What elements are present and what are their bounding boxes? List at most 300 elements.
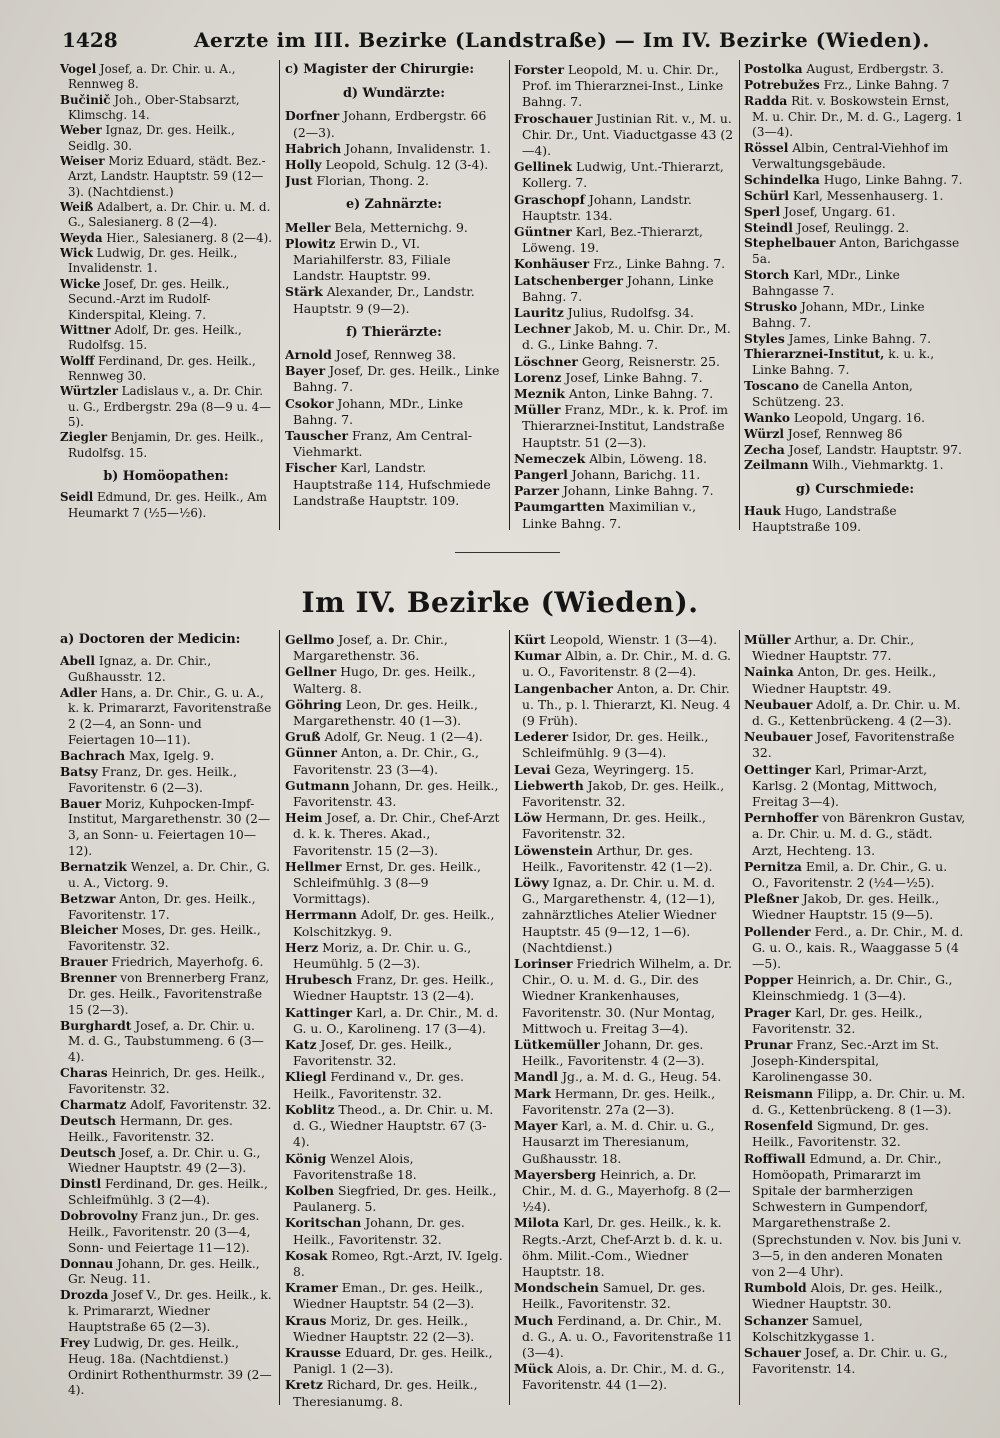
entry-surname: Frey (60, 1335, 90, 1350)
entry-surname: Deutsch (60, 1113, 116, 1128)
entry-surname: Kürt (514, 632, 546, 647)
directory-entry: Zeilmann Wilh., Viehmarktg. 1. (744, 458, 944, 473)
directory-entry: Latschenberger Johann, Linke Bahng. 7. (514, 272, 714, 304)
district-heading: Im IV. Bezirke (Wieden). (301, 586, 699, 619)
directory-entry: Weiser Moriz Eduard, städt. Bez.-Arzt, Landstr. Hauptstr. 59 (12—3). (Nachtdienst.) (60, 154, 266, 199)
entry-surname: Holly (285, 157, 322, 173)
directory-entry: Güntner Karl, Bez.-Thierarzt, Löweng. 19. (514, 224, 703, 256)
directory-entry: Popper Heinrich, a. Dr. Chir., G., Kleinschmiedg. 1 (3—4). (744, 972, 953, 1004)
entry-surname: Radda (744, 93, 788, 108)
entry-surname: Neubauer (744, 729, 813, 745)
directory-entry: Wolff Ferdinand, Dr. ges. Heilk., Rennweg 30. (60, 353, 256, 383)
directory-entry: Mayer Karl, a. M. d. Chir. u. G., Hausarzt im Theresianum, Gußhausstr. 18. (514, 1118, 715, 1166)
directory-entry: Herz Moriz, a. Dr. Chir. u. G., Heumühlg. 5 (2—3). (285, 939, 472, 972)
directory-entry: Konhäuser Frz., Linke Bahng. 7. (514, 256, 726, 272)
directory-entry: Plowitz Erwin D., VI. Mariahilferstr. 83, Filiale Landstr. Hauptstr. 99. (285, 235, 451, 284)
entry-surname: Burghardt (60, 1018, 132, 1033)
entry-surname: Stephelbauer (744, 236, 836, 251)
directory-entry: Kolben Siegfried, Dr. ges. Heilk., Paulanerg. 5. (285, 1182, 497, 1215)
directory-entry: Pleßner Jakob, Dr. ges. Heilk., Wiedner Hauptstr. 15 (9—5). (744, 891, 940, 923)
directory-entry: Habrich Johann, Invalidenstr. 1. (285, 140, 491, 156)
directory-entry: Mayersberg Heinrich, a. Dr. Chir., M. d. G., Mayerhofg. 8 (2—½4). (514, 1166, 731, 1215)
directory-entry: Katz Josef, Dr. ges. Heilk., Favoritenstr. 32. (285, 1037, 452, 1069)
directory-entry: Csokor Johann, MDr., Linke Bahng. 7. (285, 395, 464, 427)
column-divider (279, 630, 280, 1405)
directory-entry: Donnau Johann, Dr. ges. Heilk., Gr. Neug. 11. (60, 1256, 260, 1287)
directory-entry: Bayer Josef, Dr. ges. Heilk., Linke Bahng. 7. (285, 363, 500, 395)
directory-entry: Wicke Josef, Dr. ges. Heilk., Secund.-Arzt im Rudolf-Kinderspital, Kleing. 7. (60, 276, 230, 322)
entry-surname: Mück (514, 1361, 553, 1377)
directory-entry: Gellinek Ludwig, Unt.-Thierarzt, Kollerg. 7. (514, 159, 724, 191)
entry-surname: Mandl (514, 1069, 559, 1085)
directory-entry: Krausse Eduard, Dr. ges. Heilk., Panigl. 1 (2—3). (285, 1344, 493, 1377)
directory-entry: Schanzer Samuel, Kolschitzkygasse 1. (744, 1312, 875, 1344)
directory-entry: Bernatzik Wenzel, a. Dr. Chir., G. u. A., Victorg. 9. (60, 860, 270, 890)
entry-surname: Toscano (744, 379, 799, 394)
bottom-column-4 (744, 632, 966, 1422)
directory-entry: Pangerl Johann, Barichg. 11. (514, 467, 701, 483)
directory-entry: Storch Karl, MDr., Linke Bahngasse 7. (744, 268, 900, 299)
entry-surname: Müller (514, 402, 561, 418)
entry-surname: Deutsch (60, 1145, 116, 1160)
entry-surname: Kumar (514, 648, 562, 664)
entry-surname: Herrmann (285, 907, 357, 923)
directory-entry: Dobrovolny Franz jun., Dr. ges. Heilk., Favoritenstr. 20 (3—4, Sonn- und Feiertage 11—12). (60, 1208, 260, 1255)
directory-entry: Adler Hans, a. Dr. Chir., G. u. A., k. k. Primararzt, Favoritenstraße 2 (2—4, an Sonn- und Feiertagen 10—11). (60, 685, 272, 748)
directory-entry: Drozda Josef V., Dr. ges. Heilk., k. k. Primararzt, Wiedner Hauptstraße 65 (2—3). (60, 1288, 272, 1334)
directory-entry: Forster Leopold, M. u. Chir. Dr., Prof. im Thierarznei-Inst., Linke Bahng. 7. (514, 62, 724, 110)
entry-surname: Gellner (285, 664, 337, 680)
directory-entry: Much Ferdinand, a. Dr. Chir., M. d. G., A. u. O., Favoritenstraße 11 (3—4). (514, 1312, 733, 1360)
entry-surname: Bayer (285, 363, 326, 379)
directory-entry: Bachrach Max, Igelg. 9. (60, 749, 215, 764)
directory-entry: Graschopf Johann, Landstr. Hauptstr. 134. (514, 191, 692, 223)
directory-entry: Thierarznei-Institut, k. u. k., Linke Bahng. 7. (744, 347, 935, 378)
directory-entry: Abell Ignaz, a. Dr. Chir., Gußhausstr. 12. (60, 653, 212, 684)
column-divider (509, 630, 510, 1405)
entry-surname: Nainka (744, 664, 794, 680)
directory-entry: Gellner Hugo, Dr. ges. Heilk., Walterg. 8. (285, 664, 476, 696)
entry-surname: Thierarznei-Institut, (744, 347, 885, 362)
directory-entry: Koblitz Theod., a. Dr. Chir. u. M. d. G., Wiedner Hauptstr. 67 (3-4). (285, 1101, 494, 1150)
entry-surname: Konhäuser (514, 256, 590, 272)
section-heading: a) Doctoren der Medicin: (60, 632, 241, 647)
entry-surname: Löwy (514, 875, 549, 891)
directory-entry: Froschauer Justinian Rit. v., M. u. Chir. Dr., Unt. Viaductgasse 43 (2—4). (514, 110, 734, 159)
top-column-1 (60, 62, 272, 542)
entry-surname: Zeilmann (744, 458, 809, 473)
entry-surname: Csokor (285, 395, 334, 411)
entry-surname: Donnau (60, 1256, 114, 1271)
directory-entry: Weber Ignaz, Dr. ges. Heilk., Seidlg. 30. (60, 123, 235, 153)
directory-entry: Stephelbauer Anton, Barichgasse 5a. (744, 236, 960, 267)
entry-surname: Potrebužes (744, 77, 820, 92)
entry-surname: Vogel (60, 62, 97, 76)
entry-surname: Gellinek (514, 159, 573, 175)
entry-surname: Kattinger (285, 1004, 353, 1020)
top-column-4 (744, 62, 966, 542)
entry-surname: Paumgartten (514, 499, 605, 515)
directory-entry: Göhring Leon, Dr. ges. Heilk., Margarethenstr. 40 (1—3). (285, 696, 478, 729)
directory-entry: Prunar Franz, Sec.-Arzt im St. Joseph-Kinderspital, Karolinengasse 30. (744, 1037, 939, 1085)
entry-surname: Bachrach (60, 749, 126, 764)
entry-surname: Rosenfeld (744, 1118, 814, 1134)
directory-entry: Gellmo Josef, a. Dr. Chir., Margarethenstr. 36. (285, 632, 448, 664)
directory-entry: Levai Geza, Weyringerg. 15. (514, 761, 695, 777)
directory-entry: Steindl Josef, Reulingg. 2. (744, 220, 910, 235)
entry-surname: Seidl (60, 490, 94, 505)
directory-entry: Frey Ludwig, Dr. ges. Heilk., Heug. 18a. (Nachtdienst.) Ordinirt Rothenthurmstr. 39 (2—4). (60, 1335, 272, 1398)
directory-entry: Nainka Anton, Dr. ges. Heilk., Wiedner Hauptstr. 49. (744, 664, 937, 696)
directory-entry: Würtzler Ladislaus v., a. Dr. Chir. u. G., Erdbergstr. 29a (8—9 u. 4—5). (60, 384, 271, 429)
directory-entry: Kraus Moriz, Dr. ges. Heilk., Wiedner Hauptstr. 22 (2—3). (285, 1312, 475, 1344)
entry-surname: Bleicher (60, 923, 118, 938)
directory-entry: Mark Hermann, Dr. ges. Heilk., Favoritenstr. 27a (2—3). (514, 1085, 716, 1117)
entry-surname: Dorfner (285, 108, 340, 124)
entry-surname: Nemeczek (514, 450, 586, 466)
entry-surname: Stärk (285, 284, 323, 300)
section-heading: f) Thierärzte: (346, 324, 442, 340)
directory-entry: Hauk Hugo, Landstraße Hauptstraße 109. (744, 504, 897, 535)
entry-surname: Lorinser (514, 956, 573, 972)
directory-entry: Meznik Anton, Linke Bahng. 7. (514, 386, 714, 402)
entry-surname: Wick (60, 246, 93, 261)
directory-entry: Toscano de Canella Anton, Schützeng. 23. (744, 379, 913, 410)
directory-entry: Löw Hermann, Dr. ges. Heilk., Favoritenstr. 32. (514, 810, 706, 842)
directory-entry: Bauer Moriz, Kuhpocken-Impf-Institut, Margarethenstr. 30 (2—3, an Sonn- u. Feiertagen 10—12). (60, 796, 271, 859)
section-separator (455, 552, 560, 553)
entry-surname: Habrich (285, 140, 342, 156)
directory-entry: Charmatz Adolf, Favoritenstr. 32. (60, 1097, 272, 1112)
entry-surname: Charmatz (60, 1097, 127, 1112)
directory-entry: Ziegler Benjamin, Dr. ges. Heilk., Rudolfsg. 15. (60, 430, 264, 460)
entry-surname: Kraus (285, 1312, 327, 1328)
directory-entry: Kürt Leopold, Wienstr. 1 (3—4). (514, 632, 718, 647)
directory-entry: Kretz Richard, Dr. ges. Heilk., Theresianumg. 8. (285, 1377, 478, 1409)
directory-entry: Würzl Josef, Rennweg 86 (744, 426, 903, 441)
directory-entry: Löschner Georg, Reisnerstr. 25. (514, 353, 720, 369)
entry-surname: Mayer (514, 1118, 558, 1134)
directory-entry: Mondschein Samuel, Dr. ges. Heilk., Favoritenstr. 32. (514, 1280, 706, 1312)
entry-surname: Liebwerth (514, 777, 584, 793)
entry-surname: Hrubesch (285, 972, 353, 988)
directory-entry: Lechner Jakob, M. u. Chir. Dr., M. d. G., Linke Bahng. 7. (514, 321, 731, 353)
directory-entry: Mück Alois, a. Dr. Chir., M. d. G., Favoritenstr. 44 (1—2). (514, 1361, 725, 1393)
directory-entry: Günner Anton, a. Dr. Chir., G., Favoritenstr. 23 (3—4). (285, 745, 479, 777)
entry-surname: Katz (285, 1037, 317, 1053)
directory-entry: Fischer Karl, Landstr. Hauptstraße 114, Hufschmiede Landstraße Hauptstr. 109. (285, 460, 491, 508)
entry-surname: Dobrovolny (60, 1208, 138, 1223)
directory-entry: Bučinič Joh., Ober-Stabsarzt, Klimschg. 14. (60, 92, 240, 123)
section-heading: c) Magister der Chirurgie: (285, 62, 475, 77)
directory-entry: Pernitza Emil, a. Dr. Chir., G. u. O., Favoritenstr. 2 (½4—½5). (744, 858, 948, 891)
directory-entry: Strusko Johann, MDr., Linke Bahng. 7. (744, 299, 925, 330)
directory-entry: Kattinger Karl, a. Dr. Chir., M. d. G. u. O., Karolineng. 17 (3—4). (285, 1004, 499, 1036)
entry-surname: Lorenz (514, 369, 562, 385)
entry-surname: Schürl (744, 188, 789, 203)
directory-entry: Lederer Isidor, Dr. ges. Heilk., Schleifmühlg. 9 (3—4). (514, 729, 709, 761)
entry-surname: Popper (744, 972, 793, 988)
section-heading: e) Zahnärzte: (346, 197, 442, 213)
directory-entry: Pernhoffer von Bärenkron Gustav, a. Dr. Chir. u. M. d. G., städt. Arzt, Hechteng. 13. (744, 810, 966, 858)
entry-surname: Wicke (60, 276, 101, 291)
directory-entry: Postolka August, Erdbergstr. 3. (744, 62, 944, 76)
entry-surname: Charas (60, 1066, 108, 1081)
entry-surname: Langenbacher (514, 680, 613, 696)
directory-entry: Radda Rit. v. Boskowstein Ernst, M. u. Chir. Dr., M. d. G., Lagerg. 1 (3—4). (744, 93, 964, 140)
entry-surname: Herz (285, 939, 319, 955)
directory-entry: Heim Josef, a. Dr. Chir., Chef-Arzt d. k. k. Theres. Akad., Favoritenstr. 15 (2—3). (285, 810, 500, 858)
entry-surname: Wanko (744, 410, 790, 425)
directory-entry: Kramer Eman., Dr. ges. Heilk., Wiedner Hauptstr. 54 (2—3). (285, 1280, 484, 1312)
entry-surname: Müller (744, 632, 791, 647)
section-heading: d) Wundärzte: (343, 86, 445, 102)
entry-surname: Levai (514, 761, 551, 777)
entry-surname: Neubauer (744, 696, 813, 712)
entry-surname: Graschopf (514, 191, 585, 207)
entry-surname: Storch (744, 268, 790, 283)
entry-surname: Pernhoffer (744, 810, 819, 826)
directory-entry: Vogel Josef, a. Dr. Chir. u. A., Rennweg 8. (60, 62, 236, 92)
entry-surname: Roffiwall (744, 1150, 806, 1166)
column-divider (739, 60, 740, 530)
entry-surname: Postolka (744, 62, 803, 76)
entry-surname: Würtzler (60, 384, 118, 399)
entry-surname: Latschenberger (514, 272, 624, 288)
entry-surname: Schanzer (744, 1312, 808, 1328)
entry-surname: Wittner (60, 322, 111, 337)
entry-surname: Würzl (744, 426, 785, 441)
directory-entry: Prager Karl, Dr. ges. Heilk., Favoritenstr. 32. (744, 1004, 923, 1036)
entry-surname: Weyda (60, 230, 103, 245)
entry-surname: Rössel (744, 141, 789, 156)
directory-entry: Lauritz Julius, Rudolfsg. 34. (514, 305, 694, 321)
entry-surname: Güntner (514, 224, 572, 240)
entry-surname: Meznik (514, 386, 565, 402)
entry-surname: Brauer (60, 955, 108, 970)
entry-surname: Löw (514, 810, 542, 826)
running-head: Aerzte im III. Bezirke (Landstraße) — Im IV. Bezirke (Wieden). (194, 28, 930, 52)
directory-entry: Oettinger Karl, Primar-Arzt, Karlsg. 2 (Montag, Mittwoch, Freitag 3—4). (744, 761, 938, 810)
directory-entry: Deutsch Hermann, Dr. ges. Heilk., Favoritenstr. 32. (60, 1113, 233, 1144)
directory-entry: Müller Arthur, a. Dr. Chir., Wiedner Hauptstr. 77. (744, 632, 915, 664)
page-header (62, 28, 942, 58)
entry-surname: Schindelka (744, 173, 820, 188)
directory-entry: Sperl Josef, Ungarg. 61. (744, 204, 896, 219)
top-column-2 (285, 62, 503, 542)
directory-entry: König Wenzel Alois, Favoritenstraße 18. (285, 1150, 417, 1182)
directory-entry: Stärk Alexander, Dr., Landstr. Hauptstr. 9 (9—2). (285, 284, 475, 316)
entry-surname: Bučinič (60, 92, 111, 107)
directory-entry: Arnold Josef, Rennweg 38. (285, 347, 457, 363)
directory-entry: Rumbold Alois, Dr. ges. Heilk., Wiedner Hauptstr. 30. (744, 1280, 943, 1312)
directory-entry: Wanko Leopold, Ungarg. 16. (744, 410, 926, 425)
entry-surname: Drozda (60, 1288, 109, 1303)
entry-surname: Arnold (285, 347, 332, 363)
directory-entry: Roffiwall Edmund, a. Dr. Chir., Homöopath, Primararzt im Spitale der barmherzigen Schwestern in Gumpendorf, Margarethenstraße 2. (Sprechstunden v. Nov. bis Juni v. 3—5, in den anderen Monaten von 2—4 Uhr). (744, 1150, 962, 1279)
section-heading: b) Homöopathen: (103, 468, 229, 484)
directory-entry: Hrubesch Franz, Dr. ges. Heilk., Wiedner Hauptstr. 13 (2—4). (285, 972, 494, 1004)
directory-entry: Parzer Johann, Linke Bahng. 7. (514, 483, 714, 499)
entry-surname: Kolben (285, 1182, 335, 1198)
directory-entry: Dinstl Ferdinand, Dr. ges. Heilk., Schleifmühlg. 3 (2—4). (60, 1177, 268, 1208)
entry-surname: Abell (60, 653, 95, 668)
entry-surname: Bauer (60, 796, 102, 811)
entry-surname: König (285, 1150, 327, 1166)
directory-entry: Weyda Hier., Salesianerg. 8 (2—4). (60, 230, 272, 245)
directory-entry: Schauer Josef, a. Dr. Chir. u. G., Favoritenstr. 14. (744, 1344, 948, 1377)
directory-entry: Paumgartten Maximilian v., Linke Bahng. 7. (514, 499, 697, 531)
directory-entry: Schürl Karl, Messenhauserg. 1. (744, 188, 944, 203)
entry-surname: Kliegl (285, 1069, 327, 1085)
entry-surname: Froschauer (514, 110, 593, 126)
directory-entry: Milota Karl, Dr. ges. Heilk., k. k. Regts.-Arzt, Chef-Arzt b. d. k. u. öhm. Milit.-Com., Wiedner Hauptstr. 18. (514, 1215, 723, 1279)
entry-surname: Krausse (285, 1344, 342, 1360)
entry-surname: Sperl (744, 204, 781, 219)
directory-entry: Lorinser Friedrich Wilhelm, a. Dr. Chir., O. u. M. d. G., Dir. des Wiedner Krankenhauses, Favoritenstr. 30. (Nur Montag, Mittwoch u. Freitag 3—4). (514, 956, 733, 1036)
directory-entry: Tauscher Franz, Am Central-Viehmarkt. (285, 428, 473, 460)
directory-entry: Just Florian, Thong. 2. (285, 173, 429, 189)
entry-surname: Bernatzik (60, 860, 127, 875)
entry-surname: Just (285, 173, 313, 189)
entry-surname: Rumbold (744, 1280, 807, 1296)
directory-entry: Gutmann Johann, Dr. ges. Heilk., Favoritenstr. 43. (285, 777, 499, 810)
entry-surname: Fischer (285, 460, 337, 476)
directory-entry: Charas Heinrich, Dr. ges. Heilk., Favoritenstr. 32. (60, 1066, 266, 1097)
entry-surname: Kramer (285, 1280, 338, 1296)
directory-entry: Löwy Ignaz, a. Dr. Chir. u. M. d. G., Margarethenstr. 4, (12—1), zahnärztliches Atelier Wiedner Hauptstr. 45 (9—12, 1—6). (Nachtdienst.) (514, 875, 717, 955)
entry-surname: Kosak (285, 1247, 328, 1263)
directory-entry: Holly Leopold, Schulg. 12 (3-4). (285, 157, 489, 173)
entry-surname: Forster (514, 62, 565, 77)
directory-entry: Wittner Adolf, Dr. ges. Heilk., Rudolfsg. 15. (60, 322, 242, 353)
entry-surname: Weiser (60, 154, 105, 169)
directory-entry: Kumar Albin, a. Dr. Chir., M. d. G. u. O., Favoritenstr. 8 (2—4). (514, 648, 731, 680)
entry-surname: Weber (60, 123, 102, 138)
entry-surname: Löschner (514, 353, 578, 369)
entry-surname: Batsy (60, 764, 98, 779)
entry-surname: Hauk (744, 504, 781, 519)
bottom-column-3 (514, 632, 734, 1422)
entry-surname: Weiß (60, 200, 94, 215)
entry-surname: Dinstl (60, 1177, 102, 1192)
directory-entry: Kosak Romeo, Rgt.-Arzt, IV. Igelg. 8. (285, 1247, 503, 1279)
directory-entry: Batsy Franz, Dr. ges. Heilk., Favoritenstr. 6 (2—3). (60, 764, 238, 795)
directory-entry: Deutsch Josef, a. Dr. Chir. u. G., Wiedner Hauptstr. 49 (2—3). (60, 1145, 261, 1176)
directory-entry: Lütkemüller Johann, Dr. ges. Heilk., Favoritenstr. 4 (2—3). (514, 1037, 705, 1069)
entry-surname: Mark (514, 1085, 551, 1101)
entry-surname: Lütkemüller (514, 1037, 600, 1053)
directory-entry: Mandl Jg., a. M. d. G., Heug. 54. (514, 1069, 722, 1085)
directory-entry: Brauer Friedrich, Mayerhofg. 6. (60, 955, 264, 970)
entry-surname: Wolff (60, 353, 95, 368)
entry-surname: Tauscher (285, 428, 349, 444)
entry-surname: Hellmer (285, 858, 342, 874)
directory-entry: Rössel Albin, Central-Viehhof im Verwaltungsgebäude. (744, 141, 949, 172)
entry-surname: Gellmo (285, 632, 335, 647)
entry-surname: Steindl (744, 220, 793, 235)
directory-entry: Rosenfeld Sigmund, Dr. ges. Heilk., Favoritenstr. 32. (744, 1118, 929, 1150)
directory-entry: Wick Ludwig, Dr. ges. Heilk., Invalidenstr. 1. (60, 246, 238, 276)
entry-surname: Prunar (744, 1037, 793, 1053)
column-divider (509, 60, 510, 530)
entry-surname: Prager (744, 1004, 791, 1020)
entry-surname: Lederer (514, 729, 569, 745)
directory-entry: Lorenz Josef, Linke Bahng. 7. (514, 369, 703, 385)
entry-surname: Pollender (744, 923, 811, 939)
directory-entry: Gruß Adolf, Gr. Neug. 1 (2—4). (285, 729, 483, 745)
entry-surname: Heim (285, 810, 323, 826)
directory-entry: Pollender Ferd., a. Dr. Chir., M. d. G. u. O., kais. R., Waaggasse 5 (4—5). (744, 923, 964, 972)
directory-entry: Koritschan Johann, Dr. ges. Heilk., Favoritenstr. 32. (285, 1215, 465, 1247)
entry-surname: Ziegler (60, 430, 108, 445)
directory-entry: Bleicher Moses, Dr. ges. Heilk., Favoritenstr. 32. (60, 923, 261, 954)
entry-surname: Koblitz (285, 1101, 335, 1117)
entry-surname: Reismann (744, 1085, 814, 1101)
directory-entry: Schindelka Hugo, Linke Bahng. 7. (744, 173, 963, 188)
page-number: 1428 (62, 28, 118, 52)
entry-surname: Plowitz (285, 235, 336, 251)
entry-surname: Oettinger (744, 761, 811, 777)
entry-surname: Günner (285, 745, 338, 761)
directory-entry: Neubauer Adolf, a. Dr. Chir. u. M. d. G., Kettenbrückeng. 4 (2—3). (744, 696, 961, 729)
directory-entry: Burghardt Josef, a. Dr. Chir. u. M. d. G., Taubstummeng. 6 (3—4). (60, 1018, 264, 1065)
directory-entry: Müller Franz, MDr., k. k. Prof. im Thierarznei-Institut, Landstraße Hauptstr. 51 (2—3). (514, 402, 729, 450)
directory-entry: Seidl Edmund, Dr. ges. Heilk., Am Heumarkt 7 (½5—½6). (60, 490, 267, 520)
entry-surname: Kretz (285, 1377, 323, 1393)
entry-surname: Pleßner (744, 891, 799, 907)
entry-surname: Mayersberg (514, 1166, 597, 1182)
entry-surname: Lechner (514, 321, 571, 337)
entry-surname: Styles (744, 331, 785, 346)
entry-surname: Zecha (744, 442, 785, 457)
directory-entry: Hellmer Ernst, Dr. ges. Heilk., Schleifmühlg. 3 (8—9 Vormittags). (285, 858, 481, 907)
directory-entry: Meller Bela, Metternichg. 9. (285, 219, 468, 235)
entry-surname: Gutmann (285, 777, 350, 793)
directory-entry: Zecha Josef, Landstr. Hauptstr. 97. (744, 442, 962, 457)
entry-surname: Mondschein (514, 1280, 599, 1296)
directory-entry: Betzwar Anton, Dr. ges. Heilk., Favoritenstr. 17. (60, 891, 256, 922)
entry-surname: Pangerl (514, 467, 568, 483)
entry-surname: Lauritz (514, 305, 564, 321)
directory-entry: Neubauer Josef, Favoritenstraße 32. (744, 729, 955, 761)
directory-entry: Löwenstein Arthur, Dr. ges. Heilk., Favoritenstr. 42 (1—2). (514, 842, 713, 874)
entry-surname: Brenner (60, 971, 117, 986)
entry-surname: Much (514, 1312, 554, 1328)
section-heading: g) Curschmiede: (795, 482, 915, 498)
top-column-3 (514, 62, 734, 542)
entry-surname: Schauer (744, 1344, 801, 1360)
directory-entry: Brenner von Brennerberg Franz, Dr. ges. Heilk., Favoritenstraße 15 (2—3). (60, 971, 270, 1017)
entry-surname: Gruß (285, 729, 321, 745)
directory-entry: Herrmann Adolf, Dr. ges. Heilk., Kolschitzkyg. 9. (285, 907, 495, 939)
entry-surname: Pernitza (744, 858, 802, 874)
directory-entry: Kliegl Ferdinand v., Dr. ges. Heilk., Favoritenstr. 32. (285, 1069, 464, 1101)
directory-entry: Reismann Filipp, a. Dr. Chir. u. M. d. G., Kettenbrückeng. 8 (1—3). (744, 1085, 966, 1117)
column-divider (739, 630, 740, 1405)
bottom-column-2 (285, 632, 503, 1422)
entry-surname: Adler (60, 685, 97, 700)
directory-entry: Potrebužes Frz., Linke Bahng. 7 (744, 77, 950, 92)
directory-entry: Nemeczek Albin, Löweng. 18. (514, 450, 707, 466)
entry-surname: Göhring (285, 696, 342, 712)
entry-surname: Koritschan (285, 1215, 362, 1231)
directory-entry: Langenbacher Anton, a. Dr. Chir. u. Th., p. l. Thierarzt, Kl. Neug. 4 (9 Früh). (514, 680, 731, 729)
entry-surname: Betzwar (60, 891, 116, 906)
directory-entry: Weiß Adalbert, a. Dr. Chir. u. M. d. G., Salesianerg. 8 (2—4). (60, 200, 271, 230)
entry-surname: Löwenstein (514, 842, 593, 858)
directory-entry: Styles James, Linke Bahng. 7. (744, 331, 931, 346)
